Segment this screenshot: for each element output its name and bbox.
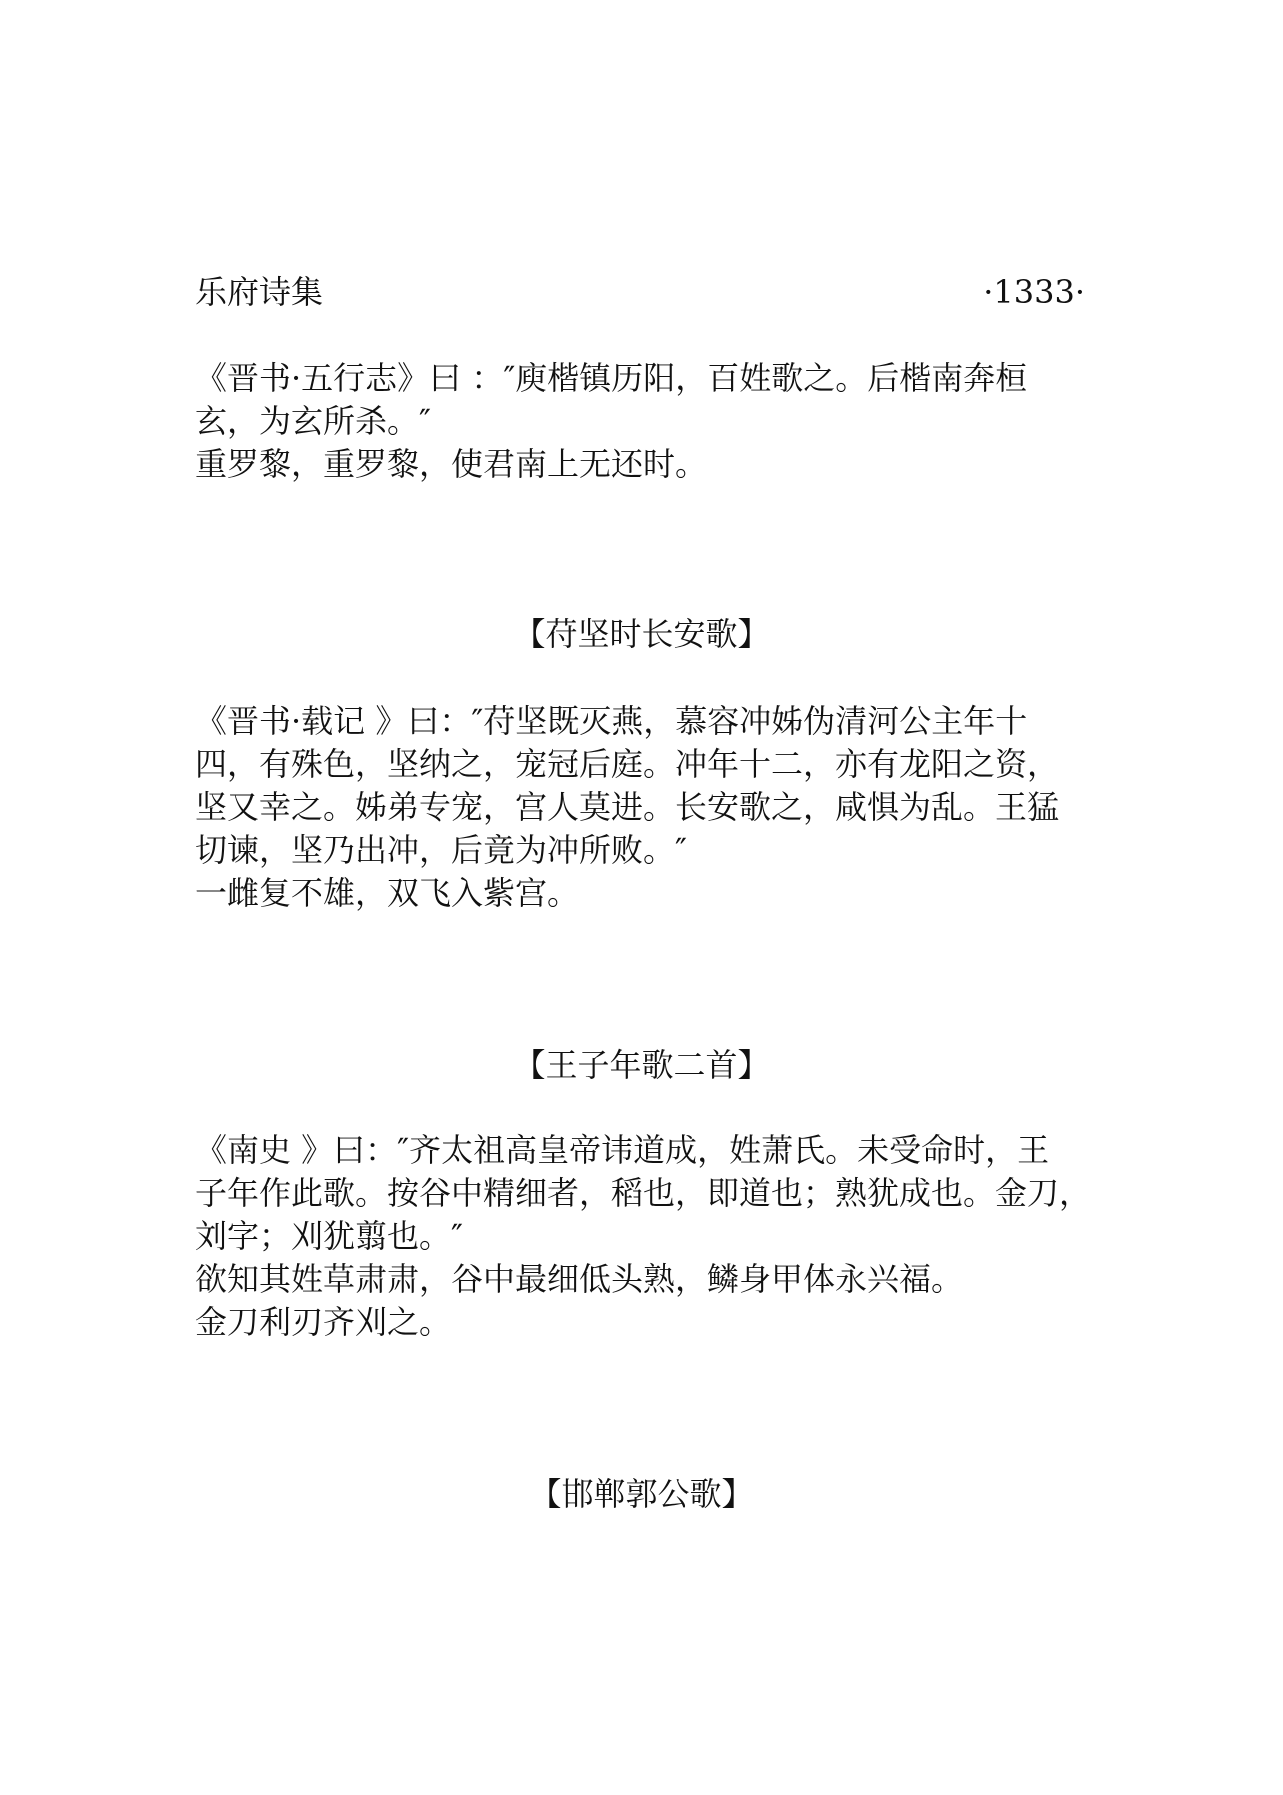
section-3-title: 【王子年歌二首】 <box>513 1046 770 1084</box>
section-3-body <box>195 1129 1095 1344</box>
section-3-line: 子年作此歌。按谷中精细者，稻也，即道也；熟犹成也。金刀， <box>195 1174 1092 1212</box>
section-3-line: 欲知其姓草肃肃，谷中最细低头熟，鳞身甲体永兴福。 <box>195 1260 964 1298</box>
book-title: 乐府诗集 <box>195 273 324 311</box>
section-2-body <box>195 700 1095 915</box>
section-1-body <box>195 357 1095 486</box>
page-header <box>195 270 1085 314</box>
section-1-line: 重罗黎，重罗黎，使君南上无还时。 <box>195 445 708 483</box>
section-4-title: 【邯郸郭公歌】 <box>529 1475 754 1513</box>
section-2-line: 一雌复不雄，双飞入紫宫。 <box>195 874 580 912</box>
section-2-line: 切谏，坚乃出冲，后竟为冲所败。″ <box>195 831 687 869</box>
page-number: ·1333· <box>983 273 1085 311</box>
section-3-line: 刘字；刈犹翦也。″ <box>195 1217 463 1255</box>
section-2-line: 四，有殊色，坚纳之，宠冠后庭。冲年十二，亦有龙阳之资， <box>195 745 1060 783</box>
section-3-line: 《南史 》曰：″齐太祖高皇帝讳道成，姓萧氏。未受命时，王 <box>195 1131 1050 1169</box>
section-1-line: 《晋书·五行志》曰 ：″庾楷镇历阳，百姓歌之。后楷南奔桓 <box>195 359 1028 397</box>
section-2-title: 【苻坚时长安歌】 <box>513 615 770 653</box>
section-3-line: 金刀利刃齐刈之。 <box>195 1303 452 1341</box>
section-2-line: 坚又幸之。姊弟专宠，宫人莫进。长安歌之，咸惧为乱。王猛 <box>195 788 1060 826</box>
section-2-line: 《晋书·载记 》曰：″苻坚既灭燕，慕容冲姊伪清河公主年十 <box>195 702 1028 740</box>
section-1-line: 玄，为玄所杀。″ <box>195 402 431 440</box>
